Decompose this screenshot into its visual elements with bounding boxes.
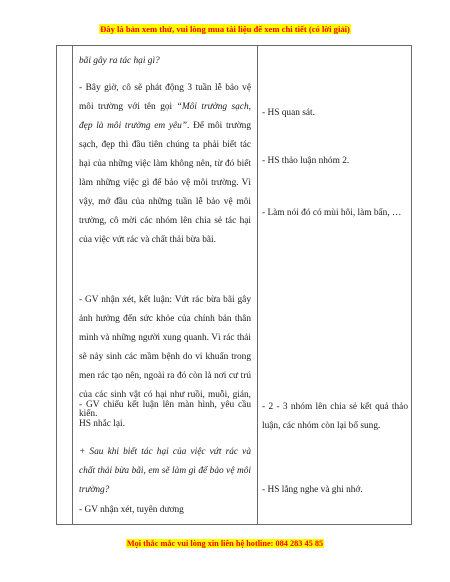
campaign-slogan: “Môi trường sạch, đẹp là môi trường em yêu” <box>79 102 251 131</box>
teacher-paragraph-conclusion: - GV nhận xét, kết luận: Vứt rác bừa bãi gây ảnh hưởng đến sức khỏe của chính bản thân mình và những người xung quanh. Vì rác thải sẽ nảy sinh các mầm bệnh do vi khuẩn trong men rác tạo nên, ngoài ra đó còn là nơi cư trú của các sinh vật có hại như ruồi, muỗi, gián, kiến. <box>79 295 251 419</box>
student-answer: - Làm nói đó có mùi hôi, làm bẩn, … <box>262 208 402 218</box>
hotline-footer-text: Mọi thắc mắc vui lòng xin liên hệ hotline: 084 283 45 85 <box>126 539 324 548</box>
teacher-paragraph-screen: - GV chiếu kết luận lên màn hình, yêu cầu HS nhắc lại. <box>79 400 251 429</box>
student-share: - 2 - 3 nhóm lên chia sẻ kết quả thảo luận, các nhóm còn lại bổ sung. <box>262 402 408 431</box>
table-divider-middle <box>257 46 258 524</box>
hotline-footer <box>0 539 450 548</box>
preview-banner <box>0 24 450 34</box>
table-divider-left <box>72 46 73 524</box>
teacher-question-end: bãi gây ra tác hại gì? <box>79 56 160 66</box>
lesson-table <box>56 45 412 525</box>
teacher-question-protect: + Sau khi biết tác hại của việc vứt rác và chất thải bừa bãi, em sẽ làm gì để bảo vệ môi trường? <box>79 447 251 495</box>
teacher-paragraph-campaign: - Bây giờ, cô sẽ phát động 3 tuần lễ bảo vệ môi trường với tên gọi “Môi trường sạch, đẹp là môi trường em yêu”. Để môi trường sạch, đẹp thì đầu tiên chúng ta phải biết tác hại của những việc làm không nên, từ đó biết làm những việc gì để bảo vệ môi trường. Vì vậy, mở đầu của những tuần lễ bảo vệ môi trường, cô mời các nhóm lên chia sẻ tác hại của việc vứt rác và chất thải bừa bãi. <box>79 83 251 245</box>
preview-banner-text: Đây là bản xem thử, vui lòng mua tài liệu để xem chi tiết (có lời giải) <box>100 24 350 34</box>
student-observe: - HS quan sát. <box>262 108 315 118</box>
student-discuss: - HS thảo luận nhóm 2. <box>262 156 350 166</box>
student-listen: - HS lắng nghe và ghi nhớ. <box>262 485 363 495</box>
teacher-paragraph-praise: - GV nhận xét, tuyên dương <box>79 505 184 515</box>
